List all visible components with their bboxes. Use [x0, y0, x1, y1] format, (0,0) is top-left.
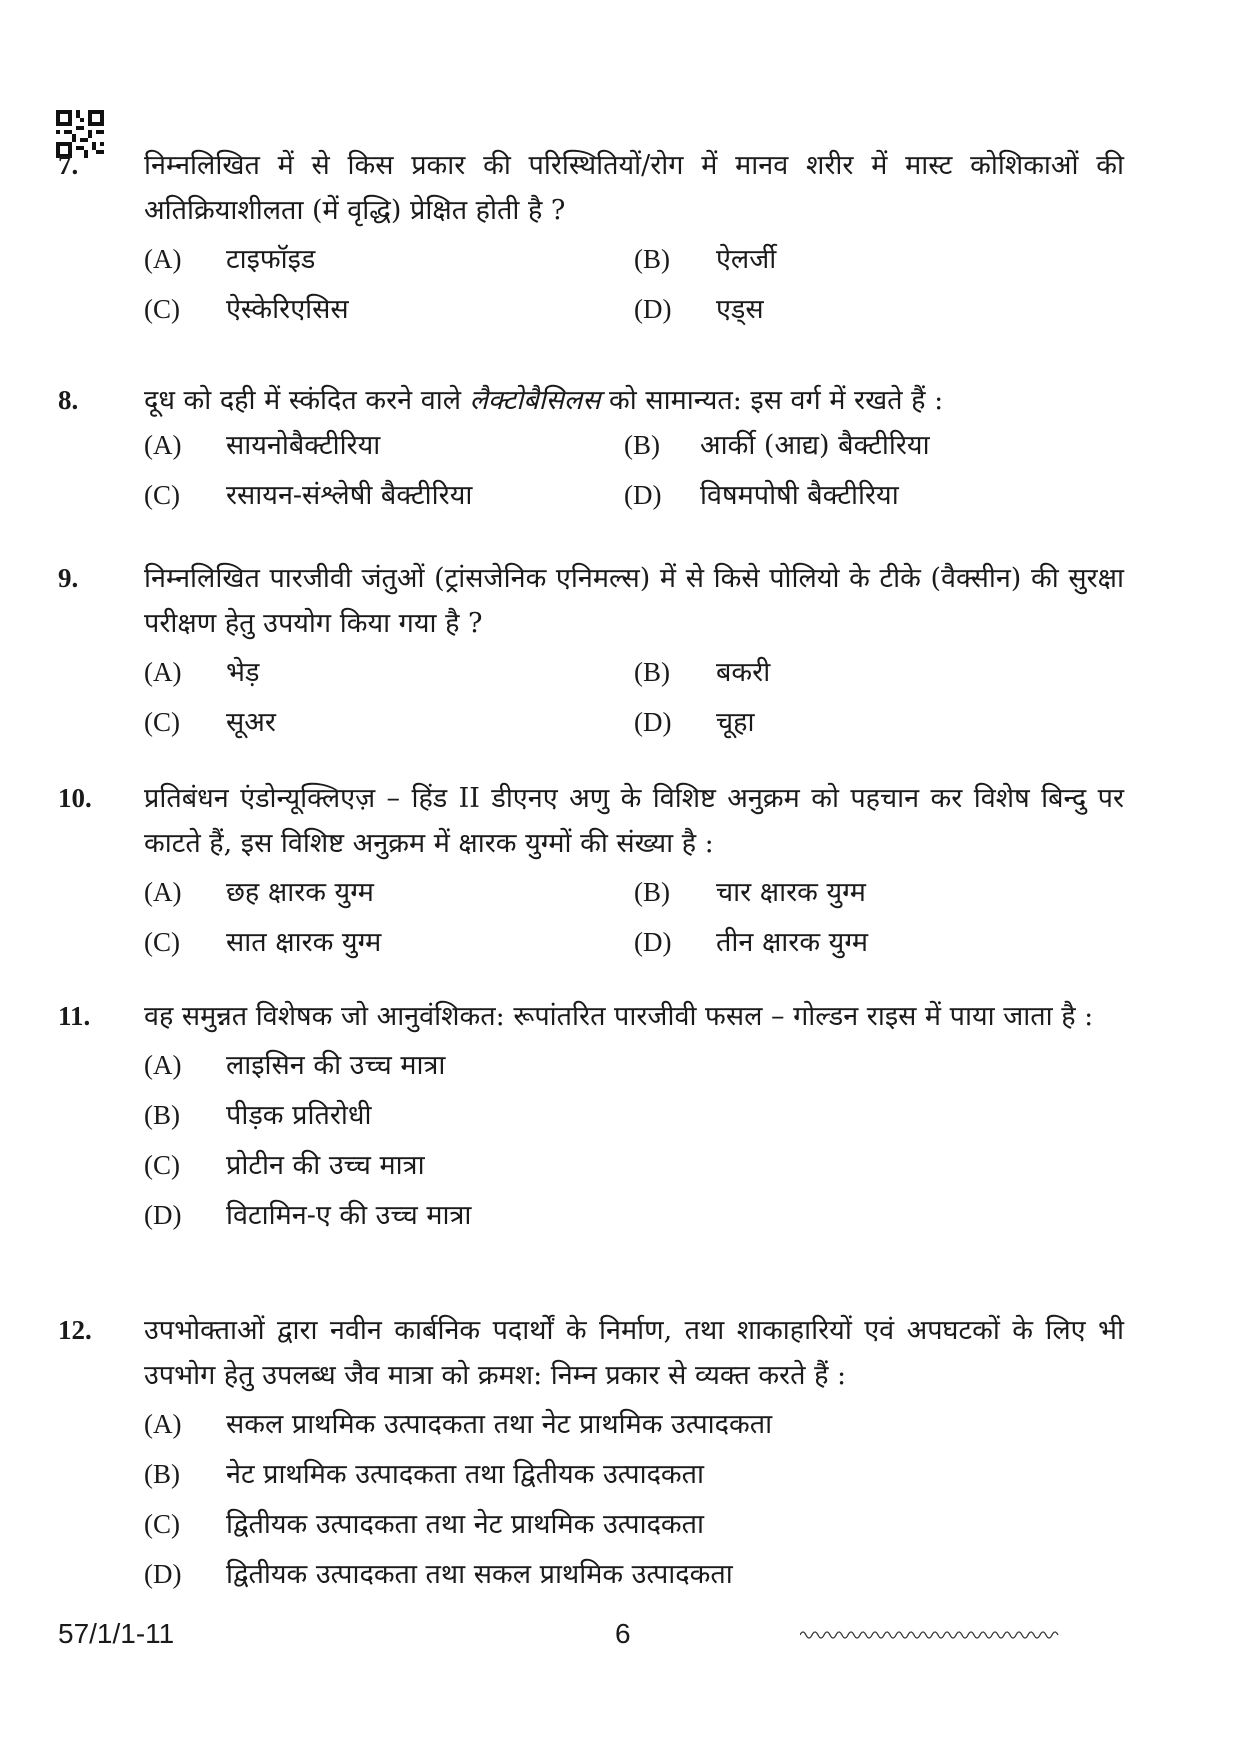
page-number: 6 — [615, 1618, 631, 1649]
option-label: (D) — [634, 707, 672, 737]
question-12 — [58, 1308, 1124, 1602]
option-text: ऐलर्जी — [716, 244, 777, 275]
option-label: (D) — [144, 1559, 182, 1589]
option-a — [144, 1402, 1124, 1452]
question-text: प्रतिबंधन एंडोन्यूक्लिएज़ – हिंड II डीएनए अणु के विशिष्ट अनुक्रम को पहचान कर विशेष बिन्दु पर काटते हैं, इस विशिष्ट अनुक्रम में क्षारक युग्मों की संख्या है : — [144, 783, 1124, 859]
options — [144, 650, 1124, 750]
option-text: भेड़ — [226, 657, 260, 688]
option-b — [624, 423, 930, 468]
question-text-italic: लैक्टोबैसिलस — [469, 385, 601, 416]
paper-code: 57/1/1-11 — [58, 1618, 175, 1649]
option-text: नेट प्राथमिक उत्पादकता तथा द्वितीयक उत्पादकता — [226, 1459, 705, 1490]
options — [144, 1402, 1124, 1602]
option-text: प्रोटीन की उच्च मात्रा — [226, 1150, 425, 1181]
option-text: आर्की (आद्य) बैक्टीरिया — [700, 430, 930, 461]
option-c — [144, 1502, 1124, 1552]
question-text: उपभोक्ताओं द्वारा नवीन कार्बनिक पदार्थों के निर्माण, तथा शाकाहारियों एवं अपघटकों के लिए भी उपभोग हेतु उपलब्ध जैव मात्रा को क्रमश: निम्न प्रकार से व्यक्त करते हैं : — [144, 1315, 1124, 1391]
option-label: (D) — [624, 480, 662, 510]
option-d — [624, 473, 899, 518]
question-number: 10. — [58, 783, 92, 813]
option-a — [144, 650, 259, 695]
question-8 — [58, 378, 1124, 523]
option-label: (A) — [144, 430, 182, 460]
question-text: निम्नलिखित पारजीवी जंतुओं (ट्रांसजेनिक एनिमल्स) में से किसे पोलियो के टीके (वैक्सीन) की सुरक्षा परीक्षण हेतु उपयोग किया गया है ? — [144, 563, 1124, 639]
option-c — [144, 920, 381, 965]
option-label: (B) — [634, 657, 670, 687]
option-text: रसायन-संश्लेषी बैक्टीरिया — [226, 480, 473, 511]
option-b — [634, 237, 776, 282]
question-text-before: दूध को दही में स्कंदित करने वाले — [144, 385, 462, 416]
option-label: (B) — [144, 1100, 180, 1130]
option-c — [144, 1143, 1124, 1193]
option-text: पीड़क प्रतिरोधी — [226, 1100, 372, 1131]
option-text: विषमपोषी बैक्टीरिया — [700, 480, 899, 511]
option-d — [634, 920, 868, 965]
option-text: सूअर — [226, 707, 276, 738]
options — [144, 1043, 1124, 1243]
option-label: (C) — [144, 1150, 180, 1180]
question-number: 8. — [58, 385, 79, 415]
option-label: (C) — [144, 707, 180, 737]
option-text: विटामिन-ए की उच्च मात्रा — [226, 1200, 472, 1231]
option-text: टाइफॉइड — [226, 244, 316, 275]
question-text-after: को सामान्यत: इस वर्ग में रखते हैं : — [609, 385, 944, 416]
option-d — [144, 1193, 1124, 1243]
option-text: सायनोबैक्टीरिया — [226, 430, 381, 461]
option-c — [144, 700, 276, 745]
option-a — [144, 870, 374, 915]
option-text: द्वितीयक उत्पादकता तथा सकल प्राथमिक उत्पादकता — [226, 1559, 733, 1590]
option-d — [634, 700, 754, 745]
option-text: ऐस्केरिएसिस — [226, 294, 349, 325]
question-7 — [58, 143, 1124, 337]
question-11 — [58, 994, 1124, 1243]
option-label: (A) — [144, 244, 182, 274]
option-text: लाइसिन की उच्च मात्रा — [226, 1050, 446, 1081]
options — [144, 870, 1124, 970]
option-label: (C) — [144, 1509, 180, 1539]
option-d — [634, 287, 764, 332]
question-text: वह समुन्नत विशेषक जो आनुवंशिकत: रूपांतरित पारजीवी फसल – गोल्डन राइस में पाया जाता है : — [144, 1001, 1094, 1032]
option-label: (B) — [144, 1459, 180, 1489]
option-label: (D) — [634, 294, 672, 324]
option-label: (C) — [144, 927, 180, 957]
option-a — [144, 1043, 1124, 1093]
question-text — [144, 378, 1124, 423]
option-label: (A) — [144, 1050, 182, 1080]
option-label: (C) — [144, 480, 180, 510]
question-9 — [58, 556, 1124, 750]
option-text: चार क्षारक युग्म — [716, 877, 866, 908]
option-text: सकल प्राथमिक उत्पादकता तथा नेट प्राथमिक उत्पादकता — [226, 1409, 773, 1440]
option-b — [144, 1093, 1124, 1143]
question-text: निम्नलिखित में से किस प्रकार की परिस्थितियों/रोग में मानव शरीर में मास्ट कोशिकाओं की अतिक्रियाशीलता (में वृद्धि) प्रेक्षित होती है ? — [144, 150, 1124, 226]
question-number: 11. — [58, 1001, 91, 1031]
option-text: द्वितीयक उत्पादकता तथा नेट प्राथमिक उत्पादकता — [226, 1509, 705, 1540]
option-label: (B) — [634, 877, 670, 907]
question-number: 7. — [58, 150, 79, 180]
option-text: छह क्षारक युग्म — [226, 877, 374, 908]
option-label: (B) — [634, 244, 670, 274]
option-b — [144, 1452, 1124, 1502]
option-a — [144, 237, 315, 282]
options — [144, 237, 1124, 337]
question-number: 9. — [58, 563, 79, 593]
option-label: (D) — [634, 927, 672, 957]
option-c — [144, 287, 349, 332]
option-text: एड्स — [716, 294, 764, 325]
option-text: सात क्षारक युग्म — [226, 927, 382, 958]
option-label: (B) — [624, 430, 660, 460]
option-label: (D) — [144, 1200, 182, 1230]
option-text: बकरी — [716, 657, 771, 688]
question-10 — [58, 776, 1124, 970]
question-number: 12. — [58, 1315, 92, 1345]
option-text: चूहा — [716, 707, 755, 738]
options — [144, 423, 1124, 523]
option-text: तीन क्षारक युग्म — [716, 927, 869, 958]
option-b — [634, 870, 866, 915]
option-b — [634, 650, 770, 695]
option-d — [144, 1552, 1124, 1602]
option-label: (C) — [144, 294, 180, 324]
option-label: (A) — [144, 877, 182, 907]
option-c — [144, 473, 472, 518]
option-label: (A) — [144, 1409, 182, 1439]
option-label: (A) — [144, 657, 182, 687]
option-a — [144, 423, 380, 468]
wavy-line-icon — [800, 1628, 1060, 1642]
